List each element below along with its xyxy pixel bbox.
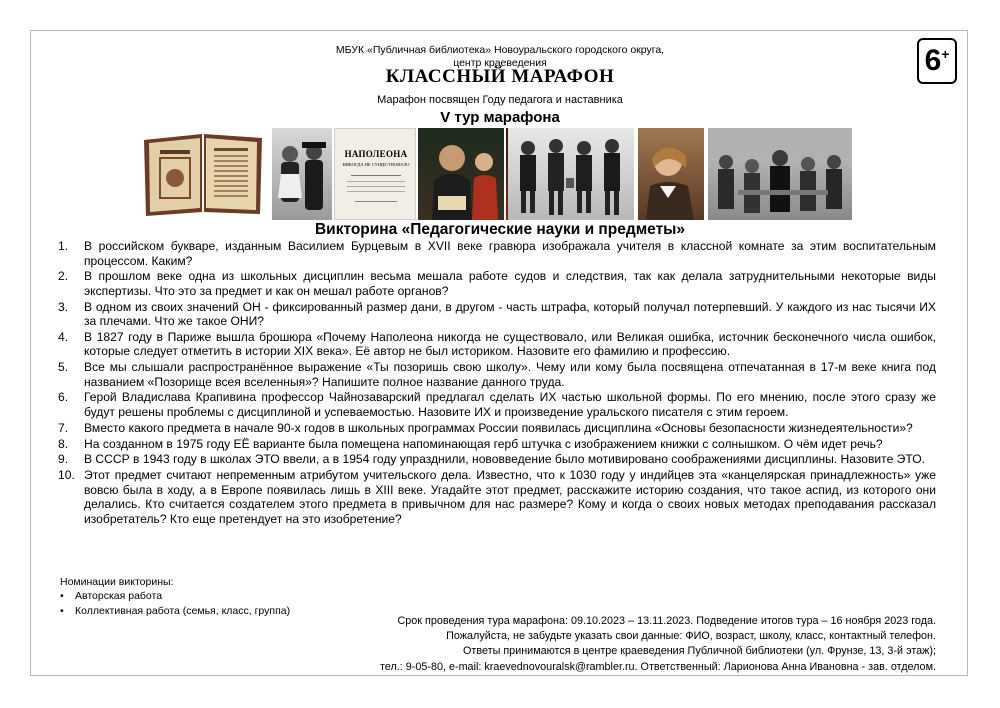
question-number: 6. — [58, 390, 69, 405]
tour-heading: V тур марафона — [440, 109, 560, 126]
nomination-item: • Коллективная работа (семья, класс, группа) — [60, 604, 290, 619]
marathon-title: КЛАССНЫЙ МАРАФОН — [385, 66, 615, 87]
photo-classroom-lesson-bw — [708, 128, 852, 220]
nominations-heading: Номинации викторины: — [60, 576, 174, 588]
photo-renaissance-painting — [418, 128, 504, 220]
question-item — [60, 360, 936, 389]
organization-department: центр краеведения — [453, 57, 547, 69]
question-text: В прошлом веке одна из школьных дисциплин весьма мешала работе судов и следствия, так как делала затруднительными некоторые виды экспертизы. Что это за предмет и как он мешал работе органов? — [84, 269, 936, 298]
question-number: 1. — [58, 239, 69, 253]
footer-info — [236, 614, 936, 675]
question-number: 4. — [58, 329, 69, 344]
question-text: Герой Владислава Крапивина профессор Чайнозаварский предлагал сделать ИХ частью школьной формы. По его мнению, после этого сразу же будут решены проблемы с дисциплиной и успеваемостью. Назовите ИХ и произведение уральского писателя с этим героем. — [84, 390, 936, 419]
footer-contacts: тел.: 9-05-80, e-mail: kraevednovouralsk@rambler.ru. Ответственный: Ларионова Анна Ивановна - зав. отделом. — [379, 660, 936, 673]
photo-old-primer-book — [140, 128, 267, 220]
question-number: 7. — [58, 420, 69, 435]
age-rating-number: 6 — [924, 44, 942, 77]
footer-deadline: Срок проведения тура марафона: 09.10.2023 – 13.11.2023. Подведение итогов тура – 16 ноября 2023 года. — [397, 615, 936, 627]
question-item — [60, 330, 936, 359]
question-text: В СССР в 1943 году в школах ЭТО ввели, а в 1954 году упразднили, нововведение было мотивировано соображениями дисциплины. Назовите ЭТО. — [84, 452, 925, 467]
photo-schoolgirl-color — [638, 128, 704, 220]
question-number: 5. — [58, 360, 69, 375]
question-text: В 1827 году в Париже вышла брошюра «Почему Наполеона никогда не существовало, или Великая ошибка, источник бесконечного числа ошибок, которые следует отметить в истории XIX века». Её автор не был историком. Назовите его фамилию и профессию. — [84, 329, 936, 359]
question-item — [60, 300, 936, 329]
footer-reminder: Пожалуйста, не забудьте указать свои данные: ФИО, возраст, школу, класс, контактный телефон. — [446, 630, 936, 643]
photo-schoolchildren-bw — [272, 128, 332, 220]
question-item — [60, 452, 936, 467]
question-text: Этот предмет считают непременным атрибутом учительского дела. Известно, что к 1030 году у индийцев эта «канцелярская принадлежность» уже вовсю была в ходу, а в Европе появилась лишь в XIII веке. Угадайте этот предмет, расскажите историю создания, что такое аспид, из которого они делались. Кто считается создателем этого предмета в привычном для нас размере? Кому и когда о своих новых методах преподавания рассказал изобретатель? Кто еще претендует на это изобретение? — [84, 468, 936, 526]
question-number: 2. — [58, 269, 69, 284]
footer-address: Ответы принимаются в центре краеведения Публичной библиотеки (ул. Фрунзе, 13, 3-й этаж); — [463, 645, 936, 658]
question-item — [60, 421, 936, 436]
age-rating-plus: + — [941, 46, 950, 62]
brochure-subtitle-text: НИКОГДА НЕ СУЩЕСТВОВАЛО — [342, 162, 410, 167]
question-text: Вместо какого предмета в начале 90-х годов в школьных программах России появилась дисциплина «Основы безопасности жизнедеятельности»? — [84, 420, 913, 435]
organization-line: МБУК «Публичная библиотека» Новоуральского городского округа, — [335, 44, 665, 56]
question-number: 10. — [58, 468, 75, 483]
question-text: На созданном в 1975 году ЕЁ варианте была помещена напоминающая герб штучка с изображением книжки с солнышком. О чём идет речь? — [84, 436, 883, 451]
quiz-title: Викторина «Педагогические науки и предметы» — [314, 221, 686, 238]
painting-figures — [418, 128, 504, 220]
photo-napoleon-brochure-page — [334, 128, 416, 220]
students-walking-silhouettes — [508, 128, 634, 220]
old-book-illustration — [140, 128, 267, 220]
question-item — [60, 390, 936, 419]
photo-strip — [0, 128, 1000, 220]
questions-list — [60, 239, 936, 527]
question-item — [60, 468, 936, 526]
question-number: 9. — [58, 452, 69, 467]
question-text: В российском букваре, изданным Василием Бурцевым в XVII веке гравюра изображала учителя в классной комнате за этим воспитательным процессом. Каким? — [84, 239, 936, 268]
question-item — [60, 269, 936, 298]
question-item — [60, 239, 936, 268]
schoolgirl-figure — [638, 128, 704, 220]
question-text: Все мы слышали распространённое выражение «Ты позоришь свою школу». Чему или кому была посвящена отпечатанная в 17-м веке книга под названием «Позорище всея вселенныя»? Напишите полное название данного труда. — [84, 360, 936, 389]
nomination-item: • Авторская работа — [60, 589, 290, 604]
classroom-silhouettes — [708, 128, 852, 220]
marathon-subtitle: Марафон посвящен Году педагога и наставника — [377, 94, 623, 106]
children-silhouettes — [272, 128, 332, 220]
question-number: 3. — [58, 299, 69, 314]
photo-students-walking-bw — [508, 128, 634, 220]
question-text: В одном из своих значений ОН - фиксированный размер дани, в другом - часть штрафа, который получал потерпевший. У каждого из нас тысячи ИХ за плечами. Что же такое ОНИ? — [84, 299, 936, 329]
brochure-title-text: НАПОЛЕОНА — [344, 149, 408, 159]
question-item — [60, 437, 936, 452]
age-rating-badge — [917, 38, 957, 84]
question-number: 8. — [58, 436, 69, 451]
